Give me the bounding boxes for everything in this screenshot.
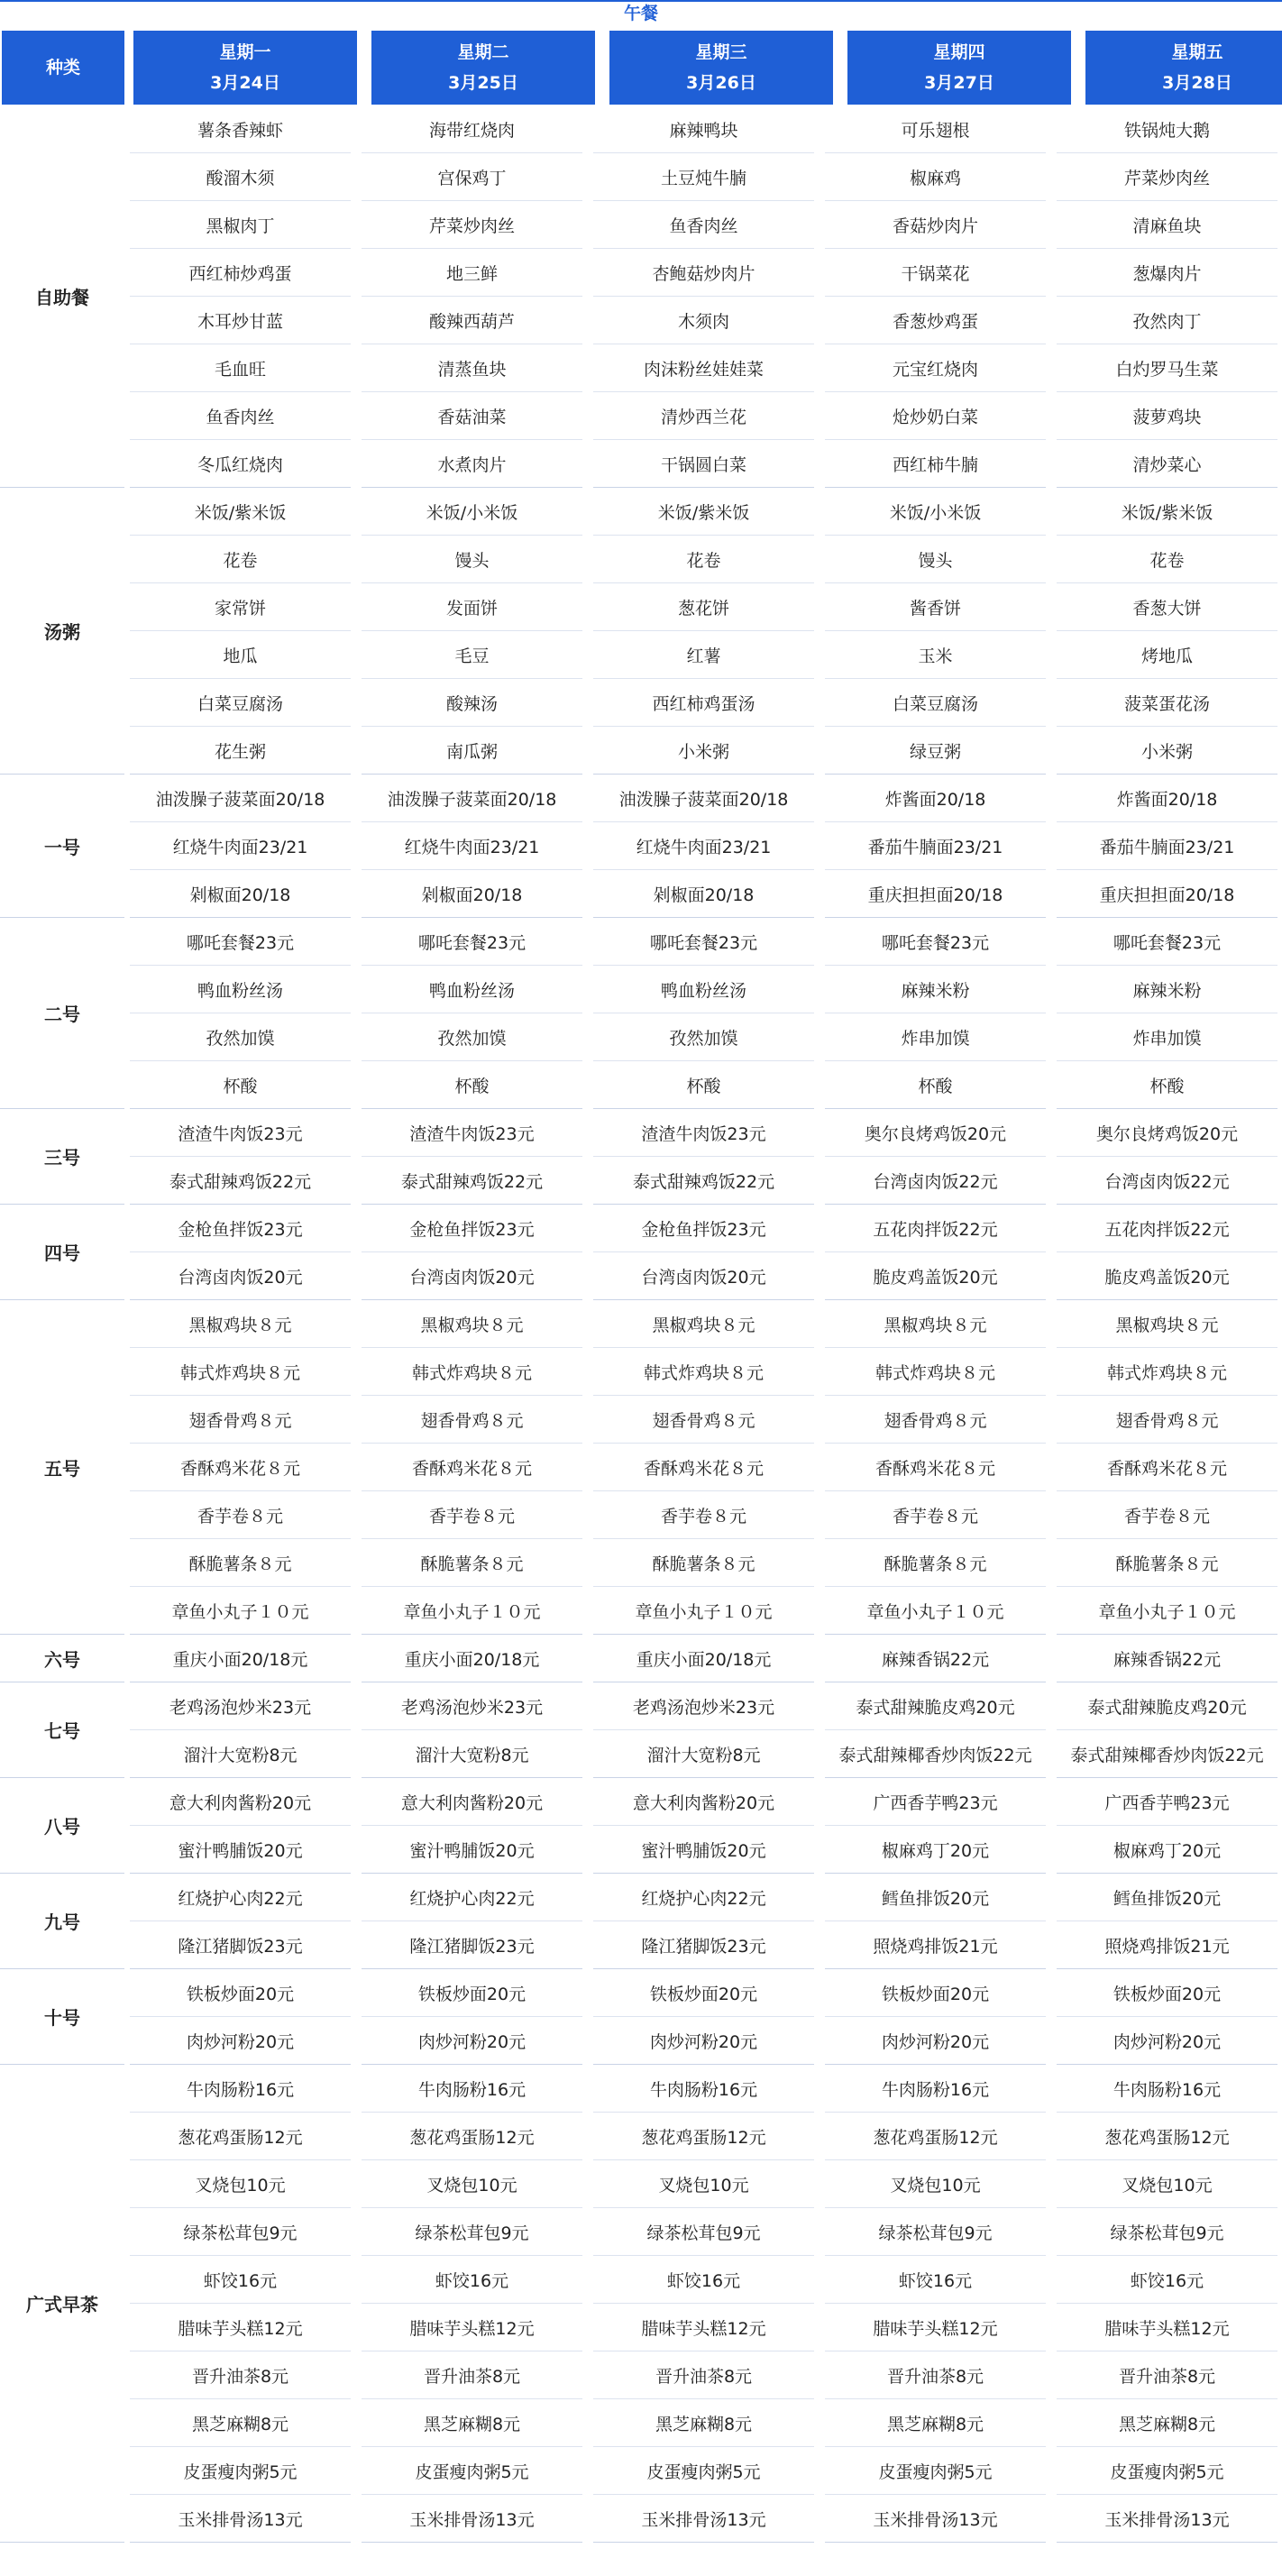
- menu-item: 葱爆肉片: [1057, 249, 1277, 297]
- menu-item: 照烧鸡排饭21元: [825, 1921, 1046, 1969]
- menu-item: 小米粥: [1057, 727, 1277, 775]
- day-header: [609, 31, 833, 105]
- menu-item: 酸辣汤: [362, 679, 582, 727]
- menu-item: 老鸡汤泡炒米23元: [362, 1682, 582, 1730]
- menu-item: 玉米: [825, 631, 1046, 679]
- menu-item: 孜然肉丁: [1057, 297, 1277, 344]
- menu-item: 剁椒面20/18: [130, 870, 351, 918]
- menu-item: 五花肉拌饭22元: [825, 1205, 1046, 1252]
- menu-item: 绿茶松茸包9元: [825, 2208, 1046, 2256]
- menu-item: 腊味芋头糕12元: [362, 2304, 582, 2351]
- category-cell: 八号: [0, 1778, 124, 1874]
- menu-item: 香芋卷８元: [1057, 1491, 1277, 1539]
- menu-item: 麻辣鸭块: [593, 105, 814, 153]
- menu-item: 虾饺16元: [362, 2256, 582, 2304]
- menu-item: 菠萝鸡块: [1057, 392, 1277, 440]
- menu-item: 剁椒面20/18: [362, 870, 582, 918]
- menu-item: 酥脆薯条８元: [130, 1539, 351, 1587]
- menu-item: 泰式甜辣鸡饭22元: [130, 1157, 351, 1205]
- day-date: 3月24日: [210, 73, 280, 93]
- menu-item: 馒头: [362, 536, 582, 583]
- menu-item: 奥尔良烤鸡饭20元: [825, 1109, 1046, 1157]
- menu-item: 韩式炸鸡块８元: [362, 1348, 582, 1396]
- menu-item: 铁锅炖大鹅: [1057, 105, 1277, 153]
- menu-item: 老鸡汤泡炒米23元: [593, 1682, 814, 1730]
- menu-item: 黑椒鸡块８元: [362, 1300, 582, 1348]
- menu-item: 西红柿鸡蛋汤: [593, 679, 814, 727]
- menu-item: 台湾卤肉饭20元: [362, 1252, 582, 1300]
- menu-item: 酥脆薯条８元: [362, 1539, 582, 1587]
- menu-item: 叉烧包10元: [362, 2160, 582, 2208]
- menu-item: 清蒸鱼块: [362, 344, 582, 392]
- category-header: 种类: [2, 31, 124, 105]
- menu-item: 红烧护心肉22元: [593, 1874, 814, 1921]
- menu-item: 葱花鸡蛋肠12元: [825, 2113, 1046, 2160]
- day-name: 星期三: [695, 42, 747, 62]
- menu-item: 米饭/小米饭: [825, 488, 1046, 536]
- menu-item: 重庆小面20/18元: [362, 1635, 582, 1682]
- menu-item: 杯酸: [1057, 1061, 1277, 1109]
- menu-item: 台湾卤肉饭20元: [593, 1252, 814, 1300]
- menu-item: 隆江猪脚饭23元: [130, 1921, 351, 1969]
- menu-item: 肉炒河粉20元: [593, 2017, 814, 2065]
- menu-item: 薯条香辣虾: [130, 105, 351, 153]
- menu-item: 红烧牛肉面23/21: [130, 822, 351, 870]
- menu-item: 番茄牛腩面23/21: [825, 822, 1046, 870]
- menu-item: 皮蛋瘦肉粥5元: [130, 2447, 351, 2495]
- menu-item: 炸串加馍: [825, 1013, 1046, 1061]
- menu-item: 金枪鱼拌饭23元: [130, 1205, 351, 1252]
- menu-item: 地瓜: [130, 631, 351, 679]
- menu-item: 米饭/紫米饭: [1057, 488, 1277, 536]
- menu-item: 芹菜炒肉丝: [362, 201, 582, 249]
- menu-item: 玉米排骨汤13元: [825, 2495, 1046, 2543]
- menu-item: 黑椒鸡块８元: [1057, 1300, 1277, 1348]
- menu-item: 香葱炒鸡蛋: [825, 297, 1046, 344]
- menu-item: 肉炒河粉20元: [362, 2017, 582, 2065]
- menu-item: 木耳炒甘蓝: [130, 297, 351, 344]
- menu-item: 腊味芋头糕12元: [130, 2304, 351, 2351]
- menu-item: 重庆担担面20/18: [1057, 870, 1277, 918]
- menu-item: 冬瓜红烧肉: [130, 440, 351, 488]
- menu-item: 哪吒套餐23元: [362, 918, 582, 966]
- menu-item: 奥尔良烤鸡饭20元: [1057, 1109, 1277, 1157]
- menu-item: 皮蛋瘦肉粥5元: [593, 2447, 814, 2495]
- menu-item: 油泼臊子菠菜面20/18: [362, 775, 582, 822]
- menu-item: 椒麻鸡: [825, 153, 1046, 201]
- menu-item: 叉烧包10元: [1057, 2160, 1277, 2208]
- menu-item: 鸭血粉丝汤: [130, 966, 351, 1013]
- menu-item: 红薯: [593, 631, 814, 679]
- menu-item: 烤地瓜: [1057, 631, 1277, 679]
- menu-item: 馒头: [825, 536, 1046, 583]
- menu-item: 酸辣西葫芦: [362, 297, 582, 344]
- menu-item: 香酥鸡米花８元: [362, 1444, 582, 1491]
- menu-item: 晋升油茶8元: [593, 2351, 814, 2399]
- menu-item: 绿豆粥: [825, 727, 1046, 775]
- menu-item: 炸串加馍: [1057, 1013, 1277, 1061]
- category-cell: 一号: [0, 775, 124, 918]
- menu-item: 翅香骨鸡８元: [130, 1396, 351, 1444]
- menu-item: 清炒菜心: [1057, 440, 1277, 488]
- menu-item: 家常饼: [130, 583, 351, 631]
- menu-item: 红烧牛肉面23/21: [362, 822, 582, 870]
- menu-item: 可乐翅根: [825, 105, 1046, 153]
- menu-item: 照烧鸡排饭21元: [1057, 1921, 1277, 1969]
- menu-item: 鳕鱼排饭20元: [825, 1874, 1046, 1921]
- menu-item: 酥脆薯条８元: [593, 1539, 814, 1587]
- menu-item: 油泼臊子菠菜面20/18: [130, 775, 351, 822]
- day-date: 3月27日: [924, 73, 994, 93]
- menu-item: 油泼臊子菠菜面20/18: [593, 775, 814, 822]
- menu-item: 渣渣牛肉饭23元: [593, 1109, 814, 1157]
- menu-item: 叉烧包10元: [825, 2160, 1046, 2208]
- menu-item: 虾饺16元: [130, 2256, 351, 2304]
- menu-item: 蜜汁鸭脯饭20元: [130, 1826, 351, 1874]
- menu-item: 泰式甜辣脆皮鸡20元: [825, 1682, 1046, 1730]
- menu-item: 麻辣米粉: [825, 966, 1046, 1013]
- menu-item: 土豆炖牛腩: [593, 153, 814, 201]
- menu-item: 铁板炒面20元: [362, 1969, 582, 2017]
- menu-item: 蜜汁鸭脯饭20元: [362, 1826, 582, 1874]
- menu-item: 孜然加馍: [362, 1013, 582, 1061]
- menu-item: 剁椒面20/18: [593, 870, 814, 918]
- menu-item: 晋升油茶8元: [1057, 2351, 1277, 2399]
- menu-item: 老鸡汤泡炒米23元: [130, 1682, 351, 1730]
- category-cell: 二号: [0, 918, 124, 1109]
- menu-item: 章鱼小丸子１０元: [362, 1587, 582, 1635]
- menu-item: 杯酸: [130, 1061, 351, 1109]
- menu-item: 葱花鸡蛋肠12元: [593, 2113, 814, 2160]
- menu-item: 香菇油菜: [362, 392, 582, 440]
- category-cell: 五号: [0, 1300, 124, 1635]
- menu-item: 鳕鱼排饭20元: [1057, 1874, 1277, 1921]
- menu-item: 皮蛋瘦肉粥5元: [825, 2447, 1046, 2495]
- menu-item: 红烧护心肉22元: [130, 1874, 351, 1921]
- category-cell: 汤粥: [0, 488, 124, 775]
- menu-item: 葱花鸡蛋肠12元: [1057, 2113, 1277, 2160]
- menu-item: 翅香骨鸡８元: [593, 1396, 814, 1444]
- menu-item: 台湾卤肉饭22元: [1057, 1157, 1277, 1205]
- menu-item: 白灼罗马生菜: [1057, 344, 1277, 392]
- menu-item: 米饭/小米饭: [362, 488, 582, 536]
- menu-item: 清炒西兰花: [593, 392, 814, 440]
- menu-item: 绿茶松茸包9元: [362, 2208, 582, 2256]
- menu-item: 叉烧包10元: [130, 2160, 351, 2208]
- menu-item: 金枪鱼拌饭23元: [362, 1205, 582, 1252]
- menu-item: 重庆担担面20/18: [825, 870, 1046, 918]
- menu-item: 毛血旺: [130, 344, 351, 392]
- menu-item: 肉炒河粉20元: [825, 2017, 1046, 2065]
- menu-item: 铁板炒面20元: [593, 1969, 814, 2017]
- menu-item: 泰式甜辣鸡饭22元: [593, 1157, 814, 1205]
- menu-item: 芹菜炒肉丝: [1057, 153, 1277, 201]
- menu-item: 炝炒奶白菜: [825, 392, 1046, 440]
- menu-item: 腊味芋头糕12元: [1057, 2304, 1277, 2351]
- menu-item: 发面饼: [362, 583, 582, 631]
- day-name: 星期一: [219, 42, 271, 62]
- menu-item: 鸭血粉丝汤: [593, 966, 814, 1013]
- day-header: [1085, 31, 1282, 105]
- menu-item: 翅香骨鸡８元: [1057, 1396, 1277, 1444]
- menu-item: 麻辣香锅22元: [1057, 1635, 1277, 1682]
- menu-item: 泰式甜辣脆皮鸡20元: [1057, 1682, 1277, 1730]
- menu-item: 酸溜木须: [130, 153, 351, 201]
- menu-item: 黑椒鸡块８元: [825, 1300, 1046, 1348]
- menu-item: 黑芝麻糊8元: [130, 2399, 351, 2447]
- menu-item: 香酥鸡米花８元: [130, 1444, 351, 1491]
- menu-item: 地三鲜: [362, 249, 582, 297]
- menu-item: 西红柿炒鸡蛋: [130, 249, 351, 297]
- menu-item: 黑芝麻糊8元: [825, 2399, 1046, 2447]
- category-cell: 自助餐: [0, 105, 124, 488]
- menu-item: 红烧牛肉面23/21: [593, 822, 814, 870]
- category-cell: 十号: [0, 1969, 124, 2065]
- menu-item: 水煮肉片: [362, 440, 582, 488]
- menu-item: 黑椒鸡块８元: [130, 1300, 351, 1348]
- menu-item: 白菜豆腐汤: [130, 679, 351, 727]
- menu-item: 花卷: [593, 536, 814, 583]
- menu-item: 晋升油茶8元: [362, 2351, 582, 2399]
- menu-item: 红烧护心肉22元: [362, 1874, 582, 1921]
- menu-item: 南瓜粥: [362, 727, 582, 775]
- menu-item: 鸭血粉丝汤: [362, 966, 582, 1013]
- menu-item: 广西香芋鸭23元: [1057, 1778, 1277, 1826]
- menu-item: 章鱼小丸子１０元: [593, 1587, 814, 1635]
- menu-item: 溜汁大宽粉8元: [362, 1730, 582, 1778]
- menu-item: 重庆小面20/18元: [593, 1635, 814, 1682]
- menu-table: [0, 105, 1282, 2543]
- menu-item: 菠菜蛋花汤: [1057, 679, 1277, 727]
- menu-item: 花卷: [130, 536, 351, 583]
- menu-item: 黑芝麻糊8元: [593, 2399, 814, 2447]
- menu-item: 五花肉拌饭22元: [1057, 1205, 1277, 1252]
- menu-item: 哪吒套餐23元: [130, 918, 351, 966]
- menu-item: 孜然加馍: [130, 1013, 351, 1061]
- menu-item: 腊味芋头糕12元: [593, 2304, 814, 2351]
- menu-item: 杯酸: [593, 1061, 814, 1109]
- menu-item: 腊味芋头糕12元: [825, 2304, 1046, 2351]
- menu-item: 香酥鸡米花８元: [593, 1444, 814, 1491]
- menu-item: 海带红烧肉: [362, 105, 582, 153]
- menu-item: 意大利肉酱粉20元: [593, 1778, 814, 1826]
- menu-item: 花生粥: [130, 727, 351, 775]
- menu-item: 渣渣牛肉饭23元: [362, 1109, 582, 1157]
- menu-item: 炸酱面20/18: [1057, 775, 1277, 822]
- menu-item: 绿茶松茸包9元: [593, 2208, 814, 2256]
- menu-item: 隆江猪脚饭23元: [362, 1921, 582, 1969]
- menu-item: 葱花鸡蛋肠12元: [130, 2113, 351, 2160]
- menu-item: 晋升油茶8元: [825, 2351, 1046, 2399]
- menu-item: 牛肉肠粉16元: [130, 2065, 351, 2113]
- menu-item: 牛肉肠粉16元: [825, 2065, 1046, 2113]
- menu-item: 肉炒河粉20元: [130, 2017, 351, 2065]
- menu-item: 铁板炒面20元: [1057, 1969, 1277, 2017]
- menu-item: 广西香芋鸭23元: [825, 1778, 1046, 1826]
- page-title: 午餐: [0, 0, 1282, 25]
- day-date: 3月28日: [1162, 73, 1232, 93]
- menu-item: 木须肉: [593, 297, 814, 344]
- menu-item: 虾饺16元: [1057, 2256, 1277, 2304]
- menu-item: 泰式甜辣椰香炒肉饭22元: [1057, 1730, 1277, 1778]
- menu-item: 酱香饼: [825, 583, 1046, 631]
- menu-item: 西红柿牛腩: [825, 440, 1046, 488]
- menu-item: 椒麻鸡丁20元: [1057, 1826, 1277, 1874]
- menu-item: 玉米排骨汤13元: [130, 2495, 351, 2543]
- menu-item: 麻辣香锅22元: [825, 1635, 1046, 1682]
- menu-item: 韩式炸鸡块８元: [825, 1348, 1046, 1396]
- menu-item: 毛豆: [362, 631, 582, 679]
- menu-item: 重庆小面20/18元: [130, 1635, 351, 1682]
- menu-item: 翅香骨鸡８元: [825, 1396, 1046, 1444]
- menu-item: 香芋卷８元: [362, 1491, 582, 1539]
- menu-item: 玉米排骨汤13元: [362, 2495, 582, 2543]
- menu-item: 章鱼小丸子１０元: [1057, 1587, 1277, 1635]
- category-cell: 三号: [0, 1109, 124, 1205]
- menu-item: 香芋卷８元: [593, 1491, 814, 1539]
- menu-item: 牛肉肠粉16元: [593, 2065, 814, 2113]
- menu-item: 溜汁大宽粉8元: [593, 1730, 814, 1778]
- menu-item: 杯酸: [825, 1061, 1046, 1109]
- menu-item: 绿茶松茸包9元: [130, 2208, 351, 2256]
- menu-item: 黑芝麻糊8元: [1057, 2399, 1277, 2447]
- menu-item: 黑芝麻糊8元: [362, 2399, 582, 2447]
- menu-item: 酥脆薯条８元: [825, 1539, 1046, 1587]
- menu-item: 铁板炒面20元: [825, 1969, 1046, 2017]
- menu-item: 酥脆薯条８元: [1057, 1539, 1277, 1587]
- menu-item: 肉炒河粉20元: [1057, 2017, 1277, 2065]
- menu-item: 黑椒肉丁: [130, 201, 351, 249]
- menu-item: 金枪鱼拌饭23元: [593, 1205, 814, 1252]
- category-cell: 九号: [0, 1874, 124, 1969]
- menu-item: 香葱大饼: [1057, 583, 1277, 631]
- day-date: 3月25日: [448, 73, 518, 93]
- menu-item: 香菇炒肉片: [825, 201, 1046, 249]
- menu-item: 元宝红烧肉: [825, 344, 1046, 392]
- menu-item: 溜汁大宽粉8元: [130, 1730, 351, 1778]
- menu-item: 干锅菜花: [825, 249, 1046, 297]
- menu-item: 脆皮鸡盖饭20元: [1057, 1252, 1277, 1300]
- menu-item: 叉烧包10元: [593, 2160, 814, 2208]
- menu-item: 小米粥: [593, 727, 814, 775]
- menu-item: 韩式炸鸡块８元: [1057, 1348, 1277, 1396]
- menu-item: 葱花饼: [593, 583, 814, 631]
- menu-item: 晋升油茶8元: [130, 2351, 351, 2399]
- menu-item: 意大利肉酱粉20元: [130, 1778, 351, 1826]
- menu-item: 哪吒套餐23元: [593, 918, 814, 966]
- menu-item: 米饭/紫米饭: [130, 488, 351, 536]
- menu-item: 香酥鸡米花８元: [825, 1444, 1046, 1491]
- menu-item: 隆江猪脚饭23元: [593, 1921, 814, 1969]
- menu-item: 虾饺16元: [825, 2256, 1046, 2304]
- menu-item: 渣渣牛肉饭23元: [130, 1109, 351, 1157]
- menu-item: 宫保鸡丁: [362, 153, 582, 201]
- menu-item: 香芋卷８元: [825, 1491, 1046, 1539]
- menu-item: 台湾卤肉饭20元: [130, 1252, 351, 1300]
- menu-item: 蜜汁鸭脯饭20元: [593, 1826, 814, 1874]
- menu-item: 鱼香肉丝: [593, 201, 814, 249]
- menu-item: 清麻鱼块: [1057, 201, 1277, 249]
- menu-item: 米饭/紫米饭: [593, 488, 814, 536]
- menu-item: 黑椒鸡块８元: [593, 1300, 814, 1348]
- menu-item: 脆皮鸡盖饭20元: [825, 1252, 1046, 1300]
- menu-item: 杏鲍菇炒肉片: [593, 249, 814, 297]
- menu-item: 花卷: [1057, 536, 1277, 583]
- menu-item: 台湾卤肉饭22元: [825, 1157, 1046, 1205]
- menu-item: 哪吒套餐23元: [1057, 918, 1277, 966]
- menu-item: 皮蛋瘦肉粥5元: [362, 2447, 582, 2495]
- menu-item: 麻辣米粉: [1057, 966, 1277, 1013]
- category-cell: 四号: [0, 1205, 124, 1300]
- category-cell: 七号: [0, 1682, 124, 1778]
- menu-item: 章鱼小丸子１０元: [130, 1587, 351, 1635]
- day-name: 星期五: [1171, 42, 1223, 62]
- menu-item: 泰式甜辣鸡饭22元: [362, 1157, 582, 1205]
- day-name: 星期二: [457, 42, 509, 62]
- menu-item: 泰式甜辣椰香炒肉饭22元: [825, 1730, 1046, 1778]
- day-date: 3月26日: [686, 73, 756, 93]
- menu-item: 干锅圆白菜: [593, 440, 814, 488]
- menu-item: 肉沫粉丝娃娃菜: [593, 344, 814, 392]
- menu-item: 番茄牛腩面23/21: [1057, 822, 1277, 870]
- menu-item: 孜然加馍: [593, 1013, 814, 1061]
- day-name: 星期四: [933, 42, 985, 62]
- menu-item: 香酥鸡米花８元: [1057, 1444, 1277, 1491]
- menu-item: 牛肉肠粉16元: [362, 2065, 582, 2113]
- menu-item: 玉米排骨汤13元: [1057, 2495, 1277, 2543]
- menu-item: 杯酸: [362, 1061, 582, 1109]
- menu-item: 铁板炒面20元: [130, 1969, 351, 2017]
- menu-item: 韩式炸鸡块８元: [130, 1348, 351, 1396]
- menu-item: 白菜豆腐汤: [825, 679, 1046, 727]
- category-cell: 六号: [0, 1635, 124, 1682]
- category-cell: 广式早茶: [0, 2065, 124, 2543]
- menu-item: 鱼香肉丝: [130, 392, 351, 440]
- menu-item: 牛肉肠粉16元: [1057, 2065, 1277, 2113]
- menu-item: 绿茶松茸包9元: [1057, 2208, 1277, 2256]
- day-header: [847, 31, 1071, 105]
- menu-item: 皮蛋瘦肉粥5元: [1057, 2447, 1277, 2495]
- day-header: [371, 31, 595, 105]
- menu-item: 韩式炸鸡块８元: [593, 1348, 814, 1396]
- menu-item: 虾饺16元: [593, 2256, 814, 2304]
- menu-item: 意大利肉酱粉20元: [362, 1778, 582, 1826]
- menu-item: 香芋卷８元: [130, 1491, 351, 1539]
- menu-item: 炸酱面20/18: [825, 775, 1046, 822]
- menu-item: 翅香骨鸡８元: [362, 1396, 582, 1444]
- menu-item: 章鱼小丸子１０元: [825, 1587, 1046, 1635]
- menu-item: 椒麻鸡丁20元: [825, 1826, 1046, 1874]
- menu-item: 哪吒套餐23元: [825, 918, 1046, 966]
- menu-item: 葱花鸡蛋肠12元: [362, 2113, 582, 2160]
- day-header: [133, 31, 357, 105]
- menu-item: 玉米排骨汤13元: [593, 2495, 814, 2543]
